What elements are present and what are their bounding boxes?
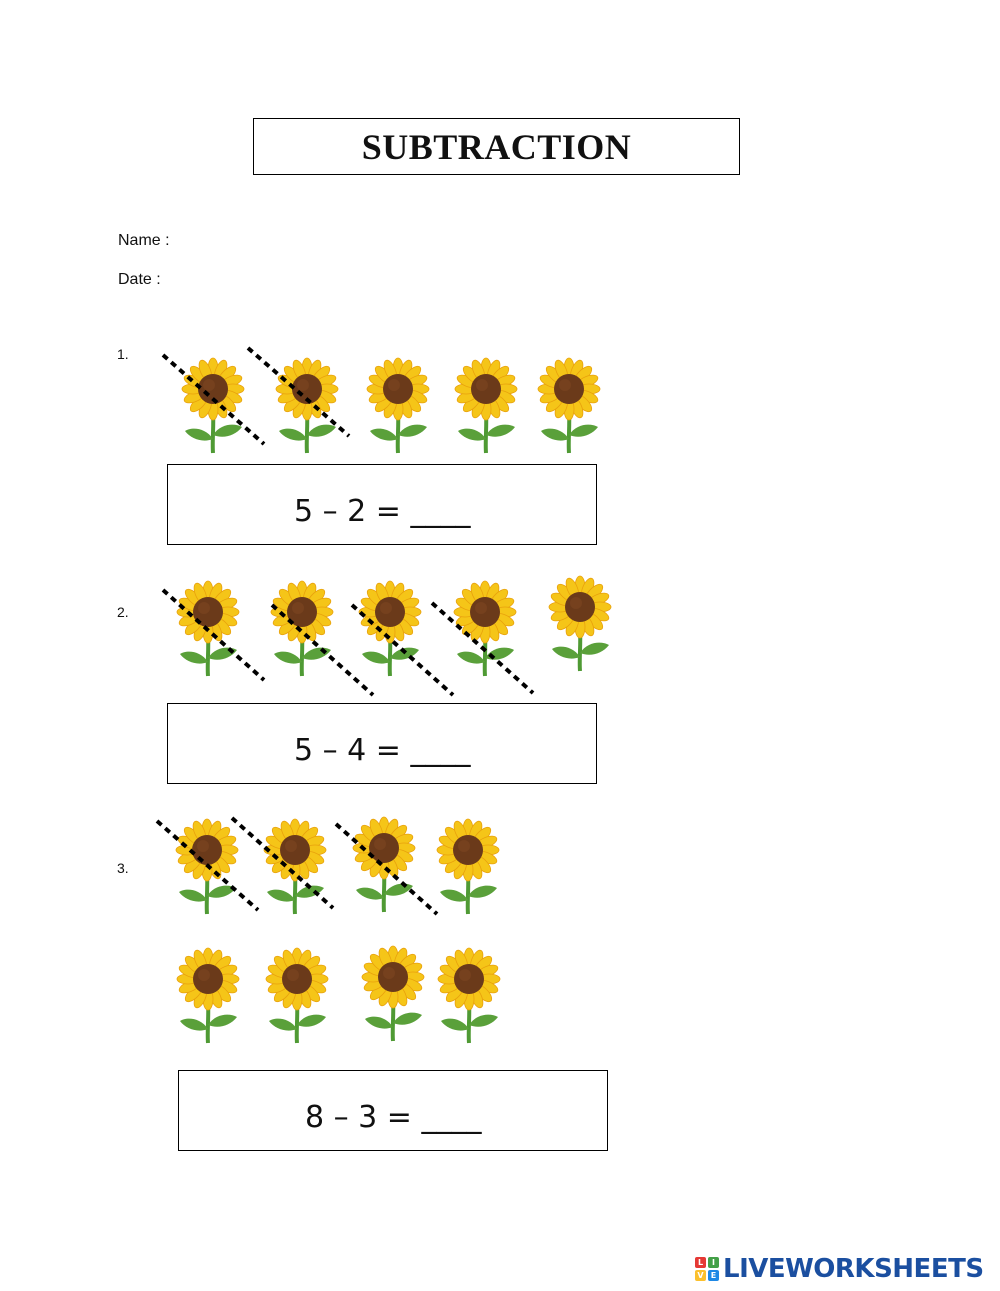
date-label: Date :: [118, 271, 161, 288]
sunflower-icon: [454, 581, 516, 676]
sunflower-icon: [538, 358, 600, 453]
q2-sunflowers: [163, 576, 611, 695]
equation-3: 8 – 3 = ____: [305, 1100, 482, 1135]
sunflower-icon: [276, 358, 338, 453]
sunflower-icon: [359, 581, 421, 676]
equation-1: 5 – 2 = ____: [294, 494, 471, 529]
sunflower-icon: [437, 819, 499, 914]
answer-box-3: [178, 1070, 608, 1151]
sunflower-icon: [367, 358, 429, 453]
sunflower-icon: [438, 948, 500, 1043]
sunflower-icon: [353, 817, 415, 912]
answer-box-1: [167, 464, 597, 545]
sunflower-icon: [455, 358, 517, 453]
liveworksheets-logo: [695, 1254, 984, 1284]
sunflower-icon: [266, 948, 328, 1043]
question-number-1: 1.: [117, 346, 129, 362]
page-title: SUBTRACTION: [361, 126, 632, 167]
brand-name: LIVEWORKSHEETS: [723, 1254, 984, 1284]
sunflower-icon: [549, 576, 611, 671]
sunflower-icon: [264, 819, 326, 914]
sunflower-icon: [177, 948, 239, 1043]
equation-2: 5 – 4 = ____: [294, 733, 471, 768]
q1-sunflowers: [163, 348, 600, 453]
answer-box-2: [167, 703, 597, 784]
sunflower-icon: [271, 581, 333, 676]
question-number-2: 2.: [117, 604, 129, 620]
logo-blocks-icon: L I V E: [695, 1257, 719, 1281]
name-label: Name :: [118, 232, 170, 249]
q3-sunflowers-row2: [177, 946, 500, 1043]
sunflower-icon: [182, 358, 244, 453]
sunflower-icon: [362, 946, 424, 1041]
q3-sunflowers-row1: [157, 817, 499, 914]
question-number-3: 3.: [117, 860, 129, 876]
